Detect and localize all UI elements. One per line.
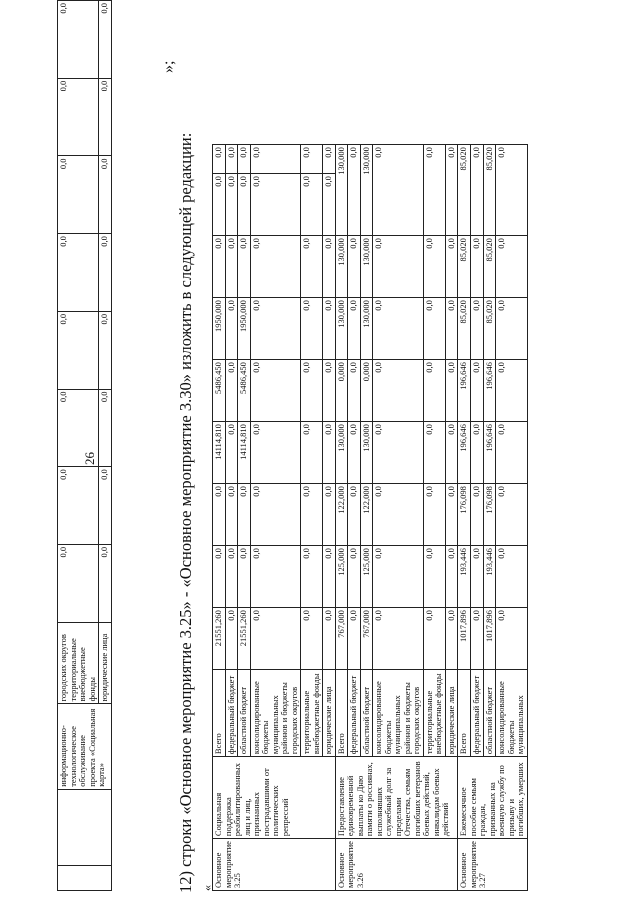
value-cell: 0,0 bbox=[238, 236, 251, 298]
value-cell: 0,0 bbox=[301, 174, 323, 236]
value-cell: 0,0 bbox=[470, 298, 483, 360]
value-cell: 0,0 bbox=[58, 544, 99, 622]
value-cell: 85,020 bbox=[483, 145, 496, 236]
value-cell: 0,0 bbox=[348, 298, 361, 360]
value-cell: 5486,450 bbox=[238, 360, 251, 422]
value-cell: 0,0 bbox=[301, 145, 323, 174]
main-table bbox=[212, 144, 528, 891]
opening-quote: « bbox=[200, 885, 214, 891]
value-cell: 0,0 bbox=[373, 484, 424, 546]
value-cell: 0,0 bbox=[99, 467, 112, 545]
source-cell: консолидированные бюджеты муниципальных районов и бюджеты городских округов bbox=[250, 670, 301, 757]
value-cell: 0,0 bbox=[496, 360, 528, 422]
value-cell: 0,0 bbox=[58, 78, 99, 156]
value-cell: 0,0 bbox=[423, 145, 445, 236]
table-row bbox=[458, 145, 471, 891]
value-cell: 21551,260 bbox=[213, 608, 226, 670]
activity-code: Основное мероприятие 3.27 bbox=[458, 839, 528, 891]
source-cell: юридические лица bbox=[99, 622, 112, 704]
value-cell: 130,000 bbox=[335, 298, 348, 360]
value-cell: 0,0 bbox=[496, 484, 528, 546]
value-cell: 0,0 bbox=[58, 311, 99, 389]
value-cell: 125,000 bbox=[335, 546, 348, 608]
value-cell: 125,000 bbox=[360, 546, 373, 608]
value-cell: 0,0 bbox=[238, 145, 251, 174]
source-cell: территориальные внебюджетные фонды bbox=[423, 670, 445, 757]
value-cell: 0,0 bbox=[445, 360, 458, 422]
table-row bbox=[335, 145, 348, 891]
top-table bbox=[57, 0, 112, 891]
value-cell: 0,0 bbox=[301, 484, 323, 546]
value-cell: 0,0 bbox=[423, 360, 445, 422]
value-cell: 0,0 bbox=[323, 422, 336, 484]
value-cell: 0,0 bbox=[238, 174, 251, 236]
value-cell: 0,0 bbox=[301, 360, 323, 422]
value-cell: 0,0 bbox=[496, 145, 528, 236]
value-cell: 0,0 bbox=[423, 608, 445, 670]
value-cell: 0,0 bbox=[250, 174, 301, 236]
value-cell: 0,0 bbox=[323, 360, 336, 422]
source-cell: консолидированные бюджеты муниципальных bbox=[496, 670, 528, 757]
value-cell: 0,0 bbox=[58, 389, 99, 467]
value-cell: 0,0 bbox=[348, 145, 361, 236]
value-cell: 196,646 bbox=[483, 422, 496, 484]
source-cell: Всего bbox=[335, 670, 348, 757]
value-cell: 0,0 bbox=[99, 156, 112, 234]
value-cell: 85,020 bbox=[483, 298, 496, 360]
value-cell: 0,0 bbox=[225, 608, 238, 670]
value-cell: 0,0 bbox=[373, 145, 424, 236]
value-cell: 0,0 bbox=[496, 608, 528, 670]
value-cell: 0,0 bbox=[445, 145, 458, 236]
value-cell: 0,0 bbox=[58, 156, 99, 234]
section-heading: 12) строки «Основное мероприятие 3.25» - «Основное мероприятие 3.30» изложить в следующей редакции: bbox=[176, 132, 195, 893]
value-cell: 0,0 bbox=[323, 608, 336, 670]
value-cell: 0,0 bbox=[423, 422, 445, 484]
value-cell: 130,000 bbox=[360, 422, 373, 484]
value-cell: 0,0 bbox=[225, 298, 238, 360]
value-cell: 193,446 bbox=[458, 546, 471, 608]
value-cell: 0,0 bbox=[213, 484, 226, 546]
value-cell: 0,0 bbox=[58, 467, 99, 545]
source-cell: областной бюджет bbox=[238, 670, 251, 757]
value-cell: 0,0 bbox=[99, 389, 112, 467]
value-cell: 130,000 bbox=[335, 236, 348, 298]
value-cell: 14114,810 bbox=[213, 422, 226, 484]
value-cell: 0,0 bbox=[99, 1, 112, 79]
value-cell: 130,000 bbox=[360, 145, 373, 236]
value-cell: 1017,896 bbox=[458, 608, 471, 670]
source-cell: Всего bbox=[213, 670, 226, 757]
value-cell: 196,646 bbox=[458, 422, 471, 484]
table-row bbox=[58, 1, 99, 891]
value-cell: 0,0 bbox=[445, 236, 458, 298]
value-cell: 0,0 bbox=[301, 608, 323, 670]
value-cell: 0,0 bbox=[373, 608, 424, 670]
value-cell: 0,0 bbox=[250, 546, 301, 608]
value-cell: 767,000 bbox=[335, 608, 348, 670]
value-cell: 0,0 bbox=[225, 174, 238, 236]
value-cell: 0,0 bbox=[470, 236, 483, 298]
source-cell: городских округов территориальные внебюджетные фонды bbox=[58, 622, 99, 704]
source-cell: юридические лица bbox=[323, 670, 336, 757]
value-cell: 14114,810 bbox=[238, 422, 251, 484]
value-cell: 0,0 bbox=[301, 298, 323, 360]
value-cell: 85,020 bbox=[458, 298, 471, 360]
value-cell: 0,0 bbox=[213, 546, 226, 608]
value-cell: 130,000 bbox=[360, 236, 373, 298]
value-cell: 0,0 bbox=[470, 484, 483, 546]
value-cell: 0,0 bbox=[99, 234, 112, 312]
table-cell bbox=[58, 789, 112, 865]
source-cell: федеральный бюджет bbox=[470, 670, 483, 757]
value-cell: 0,0 bbox=[250, 422, 301, 484]
value-cell: 0,0 bbox=[470, 145, 483, 236]
value-cell: 0,0 bbox=[213, 145, 226, 174]
value-cell: 0,0 bbox=[470, 608, 483, 670]
value-cell: 0,0 bbox=[470, 422, 483, 484]
activity-cell: информационно-технологическое обслуживание проекта «Социальная карта» bbox=[58, 704, 112, 789]
value-cell: 0,0 bbox=[470, 546, 483, 608]
source-cell: консолидированные бюджеты муниципальных районов и бюджеты городских округов bbox=[373, 670, 424, 757]
table-cell bbox=[58, 865, 112, 890]
value-cell: 767,000 bbox=[360, 608, 373, 670]
value-cell: 0,0 bbox=[323, 174, 336, 236]
value-cell: 0,0 bbox=[445, 484, 458, 546]
value-cell: 0,0 bbox=[99, 311, 112, 389]
value-cell: 0,0 bbox=[323, 145, 336, 174]
value-cell: 0,0 bbox=[58, 234, 99, 312]
value-cell: 0,0 bbox=[373, 298, 424, 360]
value-cell: 130,000 bbox=[360, 298, 373, 360]
activity-code: Основное мероприятие 3.25 bbox=[213, 839, 336, 891]
value-cell: 0,0 bbox=[225, 484, 238, 546]
value-cell: 193,446 bbox=[483, 546, 496, 608]
value-cell: 0,0 bbox=[301, 422, 323, 484]
value-cell: 0,0 bbox=[225, 145, 238, 174]
value-cell: 0,0 bbox=[58, 1, 99, 79]
value-cell: 0,0 bbox=[225, 360, 238, 422]
activity-code: Основное мероприятие 3.26 bbox=[335, 839, 458, 891]
value-cell: 85,020 bbox=[458, 236, 471, 298]
value-cell: 176,098 bbox=[458, 484, 471, 546]
value-cell: 0,0 bbox=[348, 608, 361, 670]
value-cell: 0,0 bbox=[323, 546, 336, 608]
table-row bbox=[213, 145, 226, 891]
value-cell: 0,0 bbox=[323, 236, 336, 298]
value-cell: 0,0 bbox=[323, 484, 336, 546]
value-cell: 0,0 bbox=[250, 145, 301, 174]
value-cell: 0,0 bbox=[470, 360, 483, 422]
value-cell: 0,0 bbox=[225, 422, 238, 484]
value-cell: 0,0 bbox=[423, 484, 445, 546]
value-cell: 0,0 bbox=[496, 422, 528, 484]
value-cell: 0,0 bbox=[323, 298, 336, 360]
activity-title: Предоставление единовременной выплаты ко Дню памяти о россиянах, исполнявших служебный долг за пределами Отечества, семьям погибших ветеранов боевых действий, инвалидам боевых действий bbox=[335, 757, 458, 839]
value-cell: 0,0 bbox=[373, 546, 424, 608]
value-cell: 122,000 bbox=[360, 484, 373, 546]
source-cell: областной бюджет bbox=[483, 670, 496, 757]
value-cell: 0,0 bbox=[496, 546, 528, 608]
value-cell: 0,0 bbox=[348, 360, 361, 422]
value-cell: 0,0 bbox=[250, 236, 301, 298]
value-cell: 0,0 bbox=[348, 484, 361, 546]
value-cell: 0,0 bbox=[99, 78, 112, 156]
value-cell: 0,0 bbox=[445, 422, 458, 484]
value-cell: 85,020 bbox=[458, 145, 471, 236]
value-cell: 5486,450 bbox=[213, 360, 226, 422]
value-cell: 0,0 bbox=[496, 298, 528, 360]
value-cell: 0,0 bbox=[423, 236, 445, 298]
value-cell: 0,0 bbox=[99, 544, 112, 622]
value-cell: 176,098 bbox=[483, 484, 496, 546]
value-cell: 0,0 bbox=[225, 236, 238, 298]
value-cell: 21551,260 bbox=[238, 608, 251, 670]
value-cell: 0,0 bbox=[301, 546, 323, 608]
value-cell: 122,000 bbox=[335, 484, 348, 546]
value-cell: 1950,000 bbox=[238, 298, 251, 360]
value-cell: 0,0 bbox=[250, 298, 301, 360]
value-cell: 0,000 bbox=[360, 360, 373, 422]
value-cell: 0,0 bbox=[445, 298, 458, 360]
source-cell: федеральный бюджет bbox=[348, 670, 361, 757]
page-number: 26 bbox=[82, 452, 97, 465]
value-cell: 1017,896 bbox=[483, 608, 496, 670]
value-cell: 0,0 bbox=[348, 236, 361, 298]
value-cell: 0,0 bbox=[348, 546, 361, 608]
value-cell: 0,0 bbox=[301, 236, 323, 298]
value-cell: 0,0 bbox=[373, 360, 424, 422]
value-cell: 0,0 bbox=[348, 422, 361, 484]
source-cell: Всего bbox=[458, 670, 471, 757]
value-cell: 0,0 bbox=[250, 360, 301, 422]
value-cell: 0,0 bbox=[445, 608, 458, 670]
activity-title: Ежемесячное пособие семьям граждан, призванных на военную службу по призыву и погибших, умерших bbox=[458, 757, 528, 839]
value-cell: 0,0 bbox=[373, 236, 424, 298]
value-cell: 85,020 bbox=[483, 236, 496, 298]
value-cell: 0,0 bbox=[250, 484, 301, 546]
value-cell: 0,0 bbox=[238, 484, 251, 546]
value-cell: 0,0 bbox=[250, 608, 301, 670]
value-cell: 130,000 bbox=[335, 145, 348, 236]
activity-title: Социальная поддержка реабилитированных лиц и лиц, признанных пострадавшими от политических репрессий bbox=[213, 757, 336, 839]
value-cell: 0,0 bbox=[213, 174, 226, 236]
source-cell: территориальные внебюджетные фонды bbox=[301, 670, 323, 757]
value-cell: 0,0 bbox=[373, 422, 424, 484]
closing-quote: »; bbox=[160, 60, 177, 73]
value-cell: 0,0 bbox=[423, 298, 445, 360]
value-cell: 0,0 bbox=[496, 236, 528, 298]
value-cell: 0,0 bbox=[225, 546, 238, 608]
value-cell: 0,0 bbox=[238, 546, 251, 608]
value-cell: 0,0 bbox=[423, 546, 445, 608]
source-cell: федеральный бюджет bbox=[225, 670, 238, 757]
value-cell: 0,0 bbox=[445, 546, 458, 608]
value-cell: 130,000 bbox=[335, 422, 348, 484]
source-cell: юридические лица bbox=[445, 670, 458, 757]
source-cell: областной бюджет bbox=[360, 670, 373, 757]
value-cell: 196,646 bbox=[483, 360, 496, 422]
value-cell: 0,000 bbox=[335, 360, 348, 422]
value-cell: 0,0 bbox=[213, 236, 226, 298]
value-cell: 196,646 bbox=[458, 360, 471, 422]
value-cell: 1950,000 bbox=[213, 298, 226, 360]
